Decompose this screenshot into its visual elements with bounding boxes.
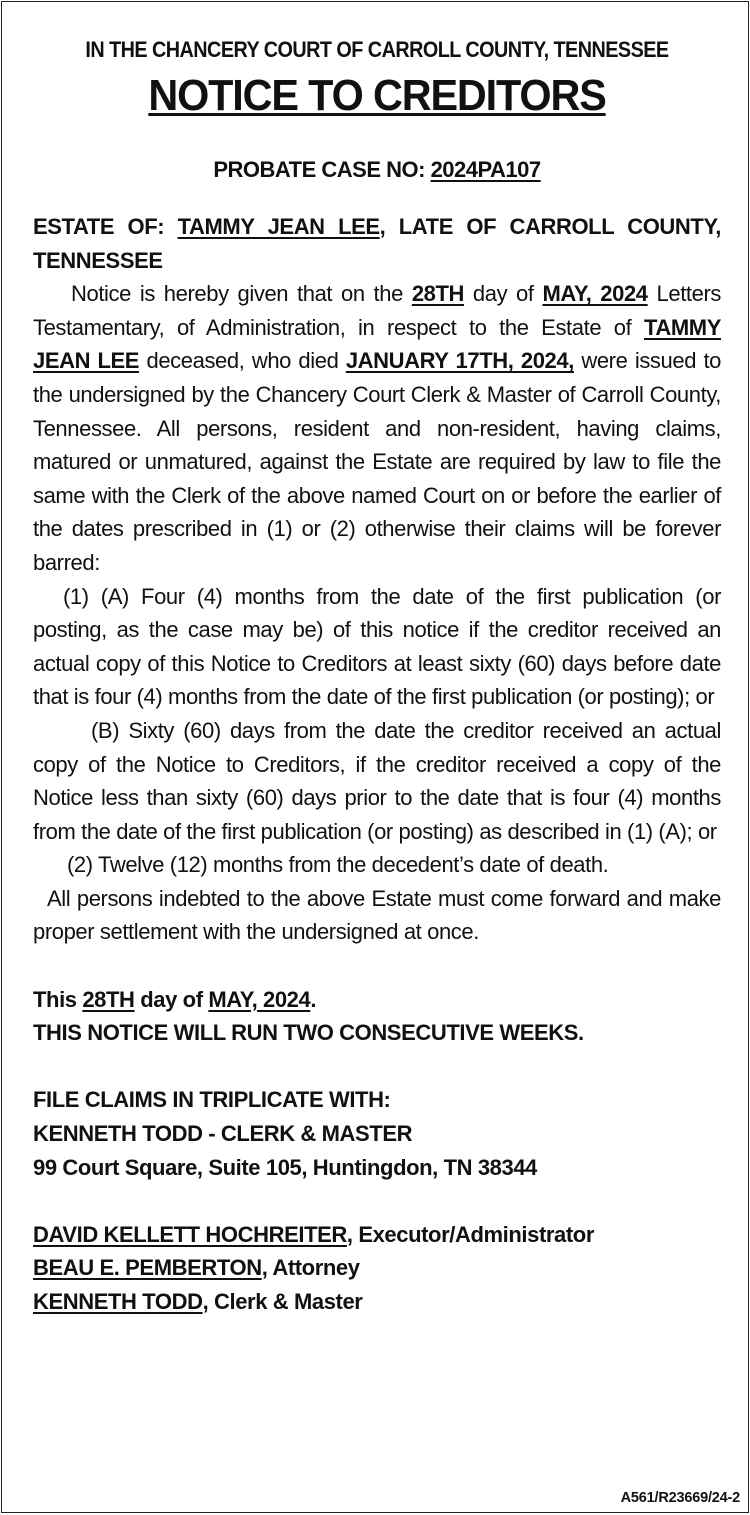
notice-title: [54, 70, 701, 122]
case-number: 2024PA107: [430, 157, 541, 182]
notice-paragraph-1b: (B) Sixty (60) days from the date the creditor received an actual copy of the Notice to Creditors, if the creditor received a copy of the Notice less than sixty (60) days prior to the date that is four (4) months from the date of the first publication (or posting) as described in (1) (A); or: [33, 717, 721, 844]
death-date: JANUARY 17TH, 2024,: [345, 348, 574, 374]
signatory-clerk: [33, 1285, 721, 1319]
signatory-attorney: [33, 1251, 721, 1285]
p1-text-e: were issued to the undersigned by the Chancery Court Clerk & Master of Carroll County, Tennessee. All persons, resident and non-resident, having claims, matured or unmatured, against the Estate are required by law to file the same with the Clerk of the above named Court on or before the earlier of the dates prescribed in (1) or (2) otherwise their claims will be forever barred:: [33, 348, 721, 575]
claims-clerk: KENNETH TODD - CLERK & MASTER: [33, 1121, 413, 1147]
p1-text-d: deceased, who died: [139, 348, 346, 374]
claims-heading: FILE CLAIMS IN TRIPLICATE WITH:: [33, 1087, 391, 1113]
issue-month: MAY, 2024: [542, 281, 648, 307]
signatory-name: DAVID KELLETT HOCHREITER: [33, 1221, 347, 1247]
signatory-name: BEAU E. PEMBERTON: [33, 1255, 262, 1281]
issue-day: 28TH: [411, 281, 465, 307]
signatory-role: , Attorney: [261, 1255, 360, 1281]
legal-notice: [1, 1, 749, 1513]
notice-paragraph-settlement: All persons indebted to the above Estate must come forward and make proper settlement with the undersigned at once.: [33, 885, 721, 945]
case-number-line: [33, 156, 721, 184]
reference-code: A561/R23669/24-2: [620, 1490, 740, 1506]
run-notice: THIS NOTICE WILL RUN TWO CONSECUTIVE WEEKS.: [33, 1020, 584, 1046]
dated-end: .: [310, 986, 317, 1012]
p1-text-a: Notice is hereby given that on the: [71, 281, 412, 307]
dated-day: 28TH: [82, 986, 135, 1012]
notice-paragraph-2: (2) Twelve (12) months from the decedent’s date of death.: [67, 852, 609, 878]
signatory-executor: [33, 1218, 721, 1252]
notice-paragraph-1a: (1) (A) Four (4) months from the date of the first publication (or posting, as the case may be) of this notice if the creditor received an actual copy of this Notice to Creditors at least sixty (60) days before date that is four (4) months from the date of the first publication (or posting); or: [33, 583, 721, 710]
notice-title-text: NOTICE TO CREDITORS: [148, 71, 606, 120]
dated-prefix: This: [33, 986, 83, 1012]
decedent-name: TAMMY JEAN LEE: [33, 314, 721, 374]
dated-month: MAY, 2024: [208, 986, 311, 1012]
signatory-role: , Clerk & Master: [202, 1289, 363, 1314]
signatory-role: , Executor/Administrator: [346, 1221, 595, 1247]
notice-body: [33, 277, 721, 949]
estate-name: TAMMY JEAN LEE: [177, 214, 380, 239]
notice-paragraph-1: [33, 277, 721, 579]
notice-content: [33, 36, 721, 1319]
estate-line: [33, 210, 721, 277]
p1-text-b: day of: [464, 281, 543, 307]
case-label: PROBATE CASE NO:: [213, 157, 431, 182]
dated-line: [33, 983, 721, 1017]
signatory-name: KENNETH TODD: [33, 1289, 203, 1314]
estate-suffix: , LATE OF CARROLL COUNTY, TENNESSEE: [33, 214, 721, 273]
p1-text-c: Letters Testamentary, of Administration, in respect to the Estate of: [33, 281, 721, 340]
court-heading: IN THE CHANCERY COURT OF CARROLL COUNTY, TENNESSEE: [85, 37, 669, 62]
dated-mid: day of: [134, 986, 209, 1012]
estate-label: ESTATE OF:: [33, 214, 178, 239]
claims-address: 99 Court Square, Suite 105, Huntingdon, TN 38344: [33, 1154, 538, 1180]
